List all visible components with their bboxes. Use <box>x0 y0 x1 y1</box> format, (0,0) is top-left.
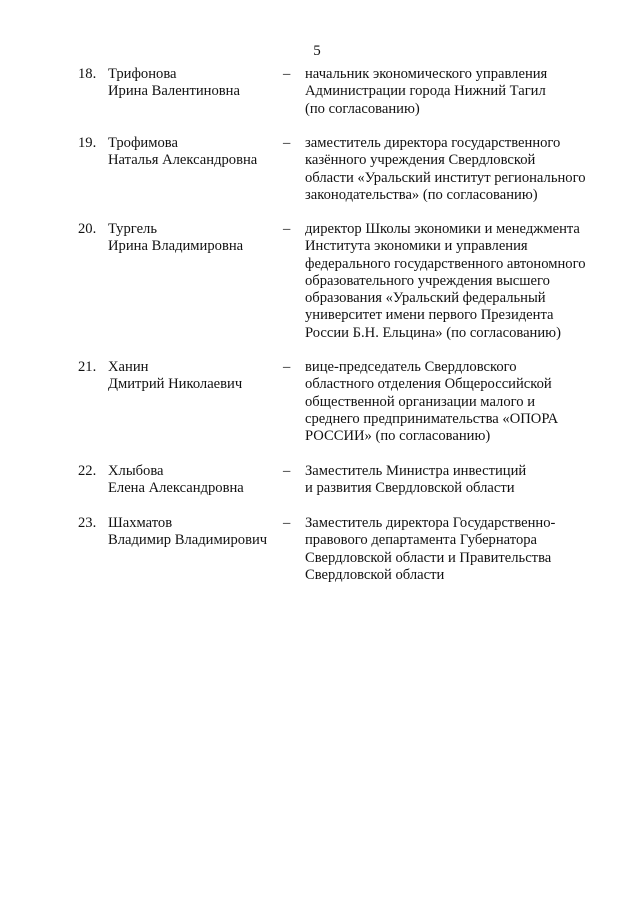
separator-dash: – <box>283 515 291 531</box>
item-number: 22. <box>78 463 97 479</box>
person-name <box>108 359 278 394</box>
person-surname: Шахматов <box>108 515 173 531</box>
item-number: 18. <box>78 66 97 82</box>
person-name <box>108 221 278 256</box>
position-description <box>305 359 603 445</box>
item-number: 19. <box>78 135 97 151</box>
person-given-name: Ирина Валентиновна <box>108 83 240 100</box>
person-surname: Тургель <box>108 221 157 237</box>
position-line: Заместитель директора Государственно- <box>305 515 556 531</box>
person-name <box>108 515 278 550</box>
position-line: директор Школы экономики и менеджмента <box>305 221 580 237</box>
position-line: областного отделения Общероссийской <box>305 376 552 393</box>
position-line: образовательного учреждения высшего <box>305 272 550 289</box>
position-line: образования «Уральский федеральный <box>305 290 546 307</box>
person-surname: Хлыбова <box>108 463 164 479</box>
position-line: Заместитель Министра инвестиций <box>305 463 527 479</box>
page-number: 5 <box>313 43 321 59</box>
separator-dash: – <box>283 135 291 151</box>
person-given-name: Елена Александровна <box>108 480 244 497</box>
separator-dash: – <box>283 221 291 237</box>
position-line: вице-председатель Свердловского <box>305 359 517 375</box>
person-name <box>108 463 278 498</box>
position-line: Свердловской области и Правительства <box>305 549 552 566</box>
position-line: Свердловской области <box>305 566 445 583</box>
item-number: 23. <box>78 515 97 531</box>
position-line: начальник экономического управления <box>305 66 548 82</box>
position-line: казённого учреждения Свердловской <box>305 152 536 169</box>
position-line: и развития Свердловской области <box>305 480 515 497</box>
separator-dash: – <box>283 66 291 82</box>
person-surname: Трофимова <box>108 135 178 151</box>
position-description <box>305 515 603 584</box>
person-name <box>108 135 278 170</box>
person-name <box>108 66 278 101</box>
person-given-name: Ирина Владимировна <box>108 238 244 255</box>
position-description <box>305 221 603 342</box>
person-surname: Ханин <box>108 359 149 375</box>
position-line: РОССИИ» (по согласованию) <box>305 428 491 445</box>
position-line: общественной организации малого и <box>305 393 536 410</box>
separator-dash: – <box>283 359 291 375</box>
position-line: Администрации города Нижний Тагил <box>305 83 546 100</box>
separator-dash: – <box>283 463 291 479</box>
position-line: заместитель директора государственного <box>305 135 561 151</box>
position-line: (по согласованию) <box>305 100 420 117</box>
position-line: университет имени первого Президента <box>305 307 554 324</box>
position-description <box>305 66 603 118</box>
position-line: федерального государственного автономного <box>305 255 586 272</box>
person-surname: Трифонова <box>108 66 177 82</box>
position-line: законодательства» (по согласованию) <box>305 186 538 203</box>
person-given-name: Владимир Владимирович <box>108 532 268 549</box>
position-line: области «Уральский институт регионального <box>305 169 586 186</box>
position-description <box>305 463 603 498</box>
item-number: 20. <box>78 221 97 237</box>
position-description <box>305 135 603 204</box>
position-line: Института экономики и управления <box>305 238 528 255</box>
person-given-name: Наталья Александровна <box>108 152 258 169</box>
position-line: правового департамента Губернатора <box>305 532 538 549</box>
item-number: 21. <box>78 359 97 375</box>
position-line: России Б.Н. Ельцина» (по согласованию) <box>305 324 561 341</box>
person-given-name: Дмитрий Николаевич <box>108 376 243 393</box>
position-line: среднего предпринимательства «ОПОРА <box>305 410 559 427</box>
